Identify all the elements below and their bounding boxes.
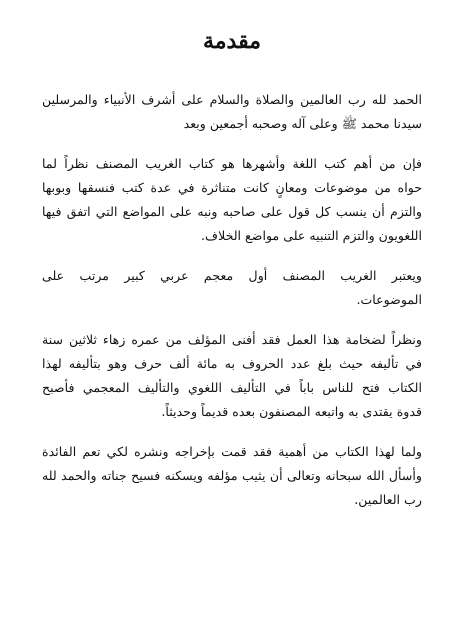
text-line: ونظراً لضخامة هذا العمل فقد أفنى المؤلف من عمره زهاء ثلاثين سنة xyxy=(42,332,422,347)
paragraph-first-dictionary xyxy=(42,264,422,312)
paragraph-intro xyxy=(42,88,422,136)
text-line: اللغويون والتزم التنبيه على مواضع الخلاف. xyxy=(201,228,422,243)
text-line: فإن من أهم كتب اللغة وأشهرها هو كتاب الغريب المصنف نظراً لما xyxy=(42,156,422,171)
text-line: في تأليفه حيث بلغ عدد الحروف به مائة ألف حرف وهو بتأليفه لهذا xyxy=(42,356,422,371)
text-line: قدوة يقتدى به واتبعه المصنفون بعده قديماً وحديثاً. xyxy=(161,404,422,419)
text-line: الكتاب فتح للناس باباً في التأليف اللغوي والتأليف المعجمي فأصبح xyxy=(42,380,422,395)
text-line: رب العالمين. xyxy=(354,492,422,507)
text-line: وأسأل الله سبحانه وتعالى أن يثيب مؤلفه ويسكنه فسيح جناته والحمد لله xyxy=(42,468,422,483)
text-line: والتزم أن ينسب كل قول على صاحبه ونبه على المواضع التي اتفق فيها xyxy=(42,204,422,219)
text-line: الحمد لله رب العالمين والصلاة والسلام على أشرف الأنبياء والمرسلين xyxy=(42,92,422,107)
paragraph-author-effort xyxy=(42,328,422,424)
page-title: مقدمة xyxy=(202,28,262,54)
text-line: الموضوعات. xyxy=(356,292,422,307)
paragraph-about-book xyxy=(42,152,422,248)
paragraph-closing xyxy=(42,440,422,512)
text-line: حواه من موضوعات ومعانٍ كانت متناثرة في عدة كتب فنسقها وبوبها xyxy=(42,180,422,195)
text-line: ويعتبر الغريب المصنف أول معجم عربي كبير مرتب على xyxy=(42,268,422,283)
text-line: سيدنا محمد ﷺ وعلى آله وصحبه أجمعين وبعد xyxy=(183,116,422,131)
text-line: ولما لهذا الكتاب من أهمية فقد قمت بإخراجه ونشره لكي تعم الفائدة xyxy=(42,444,422,459)
